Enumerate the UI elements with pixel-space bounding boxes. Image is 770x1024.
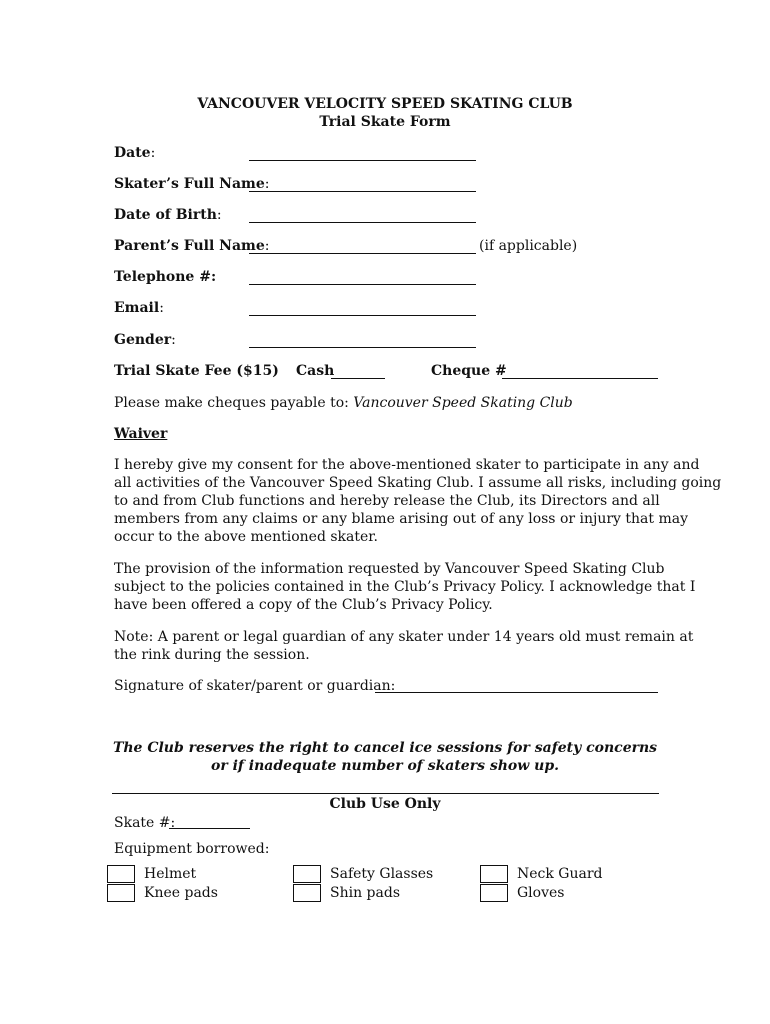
helmet-label: Helmet [144,866,197,882]
notice-line-1: The Club reserves the right to cancel ice sessions for safety concerns [112,740,658,756]
parent-name-field[interactable] [249,253,476,254]
skate-number-field[interactable] [169,828,250,829]
cheque-label: Cheque # [431,363,507,379]
knee-pads-checkbox[interactable] [107,884,135,902]
club-use-heading: Club Use Only [329,796,441,812]
telephone-label: Telephone #: [114,269,217,285]
gender-label: Gender: [114,332,176,348]
signature-label: Signature of skater/parent or guardian: [114,678,396,694]
shin-pads-label: Shin pads [330,885,401,901]
form-title: Trial Skate Form [319,114,451,130]
gloves-checkbox[interactable] [480,884,508,902]
safety-glasses-label: Safety Glasses [330,866,434,882]
shin-pads-checkbox[interactable] [293,884,321,902]
skater-name-field[interactable] [249,191,476,192]
payable-note: Please make cheques payable to: Vancouver Speed Skating Club [114,395,573,411]
email-field[interactable] [249,315,476,316]
divider [112,793,659,794]
neck-guard-checkbox[interactable] [480,865,508,883]
parent-note: (if applicable) [479,238,578,254]
club-name: VANCOUVER VELOCITY SPEED SKATING CLUB [197,96,573,112]
date-label: Date: [114,145,156,161]
waiver-paragraph-1: I hereby give my consent for the above-mentioned skater to participate in any and all activities of the Vancouver Speed Skating Club. I assume all risks, including going to and from Club functions and hereby release the Club, its Directors and all members from any claims or any blame arising out of any loss or injury that may occur to the above mentioned skater. [114,457,722,545]
waiver-paragraph-2: The provision of the information requested by Vancouver Speed Skating Club subject to the policies contained in the Club’s Privacy Policy. I acknowledge that I have been offered a copy of the Club’s Privacy Policy. [114,561,696,613]
waiver-paragraph-3: Note: A parent or legal guardian of any skater under 14 years old must remain at the rink during the session. [114,629,694,663]
notice-line-2: or if inadequate number of skaters show up. [210,758,560,774]
signature-field[interactable] [375,692,658,693]
cash-label: Cash [296,363,335,379]
skater-name-label: Skater’s Full Name: [114,176,270,192]
helmet-checkbox[interactable] [107,865,135,883]
cash-field[interactable] [331,378,385,379]
parent-name-label: Parent’s Full Name: [114,238,270,254]
date-of-birth-label: Date of Birth: [114,207,222,223]
date-of-birth-field[interactable] [249,222,476,223]
safety-glasses-checkbox[interactable] [293,865,321,883]
waiver-heading: Waiver [114,426,168,442]
cheque-number-field[interactable] [502,378,658,379]
skate-number-label: Skate #: [114,815,176,831]
neck-guard-label: Neck Guard [517,866,603,882]
equipment-label: Equipment borrowed: [114,841,270,857]
fee-label: Trial Skate Fee ($15) [114,363,279,379]
gloves-label: Gloves [517,885,565,901]
knee-pads-label: Knee pads [144,885,218,901]
email-label: Email: [114,300,164,316]
telephone-field[interactable] [249,284,476,285]
date-field[interactable] [249,160,476,161]
gender-field[interactable] [249,347,476,348]
